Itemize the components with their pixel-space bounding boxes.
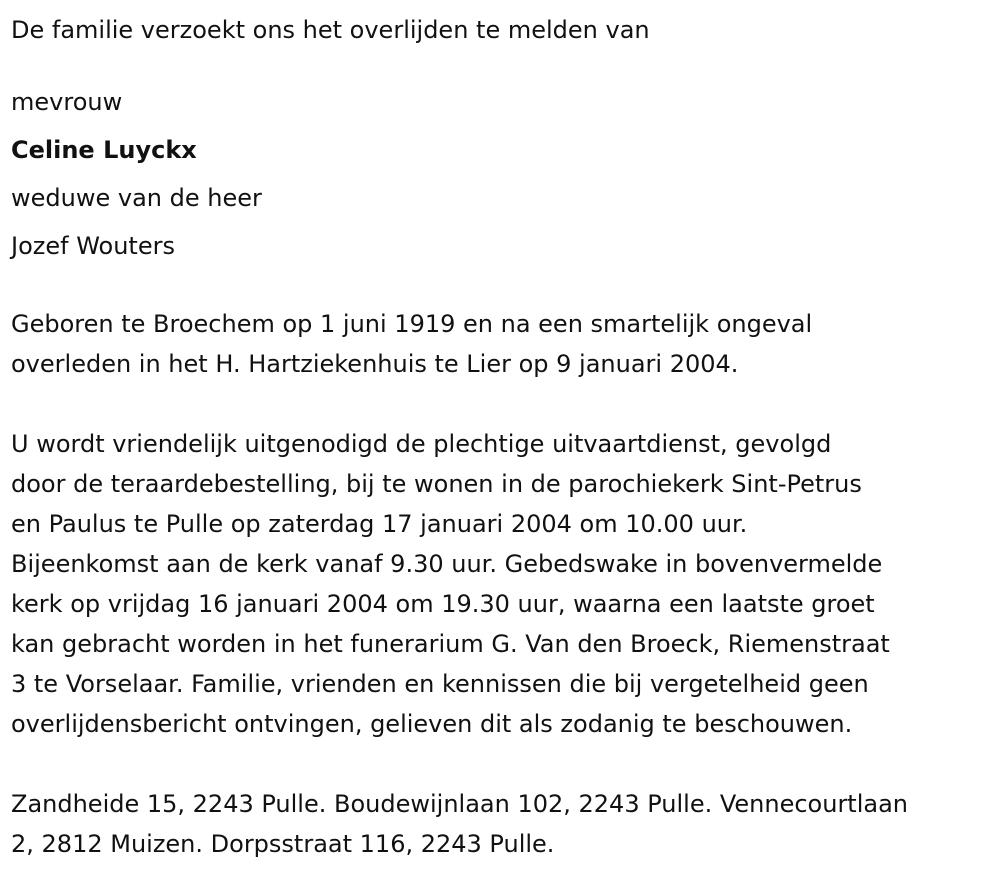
paragraph-line: en Paulus te Pulle op zaterdag 17 januari 2004 om 10.00 uur. xyxy=(11,510,748,538)
honorific: mevrouw xyxy=(11,88,123,116)
paragraph-line: Zandheide 15, 2243 Pulle. Boudewijnlaan 102, 2243 Pulle. Vennecourtlaan xyxy=(11,790,909,818)
paragraph-line: overlijdensbericht ontvingen, gelieven dit als zodanig te beschouwen. xyxy=(11,710,853,738)
relation-text: weduwe van de heer xyxy=(11,184,262,212)
paragraph-line: U wordt vriendelijk uitgenodigd de plechtige uitvaartdienst, gevolgd xyxy=(11,430,832,458)
paragraph-line: kan gebracht worden in het funerarium G. Van den Broeck, Riemenstraat xyxy=(11,630,890,658)
birth-death-paragraph xyxy=(11,304,990,384)
paragraph-line: Bijeenkomst aan de kerk vanaf 9.30 uur. Gebedswake in bovenvermelde xyxy=(11,550,883,578)
paragraph-line: Geboren te Broechem op 1 juni 1919 en na een smartelijk ongeval xyxy=(11,310,813,338)
intro-text: De familie verzoekt ons het overlijden te melden van xyxy=(11,16,650,44)
paragraph-line: 2, 2812 Muizen. Dorpsstraat 116, 2243 Pulle. xyxy=(11,830,555,858)
paragraph-line: kerk op vrijdag 16 januari 2004 om 19.30 uur, waarna een laatste groet xyxy=(11,590,875,618)
paragraph-line: overleden in het H. Hartziekenhuis te Lier op 9 januari 2004. xyxy=(11,350,739,378)
paragraph-line: door de teraardebestelling, bij te wonen in de parochiekerk Sint-Petrus xyxy=(11,470,862,498)
paragraph-line: 3 te Vorselaar. Familie, vrienden en kennissen die bij vergetelheid geen xyxy=(11,670,869,698)
addresses-paragraph xyxy=(11,784,990,864)
deceased-name: Celine Luyckx xyxy=(11,136,197,164)
service-paragraph xyxy=(11,424,990,744)
spouse-name: Jozef Wouters xyxy=(11,232,175,260)
